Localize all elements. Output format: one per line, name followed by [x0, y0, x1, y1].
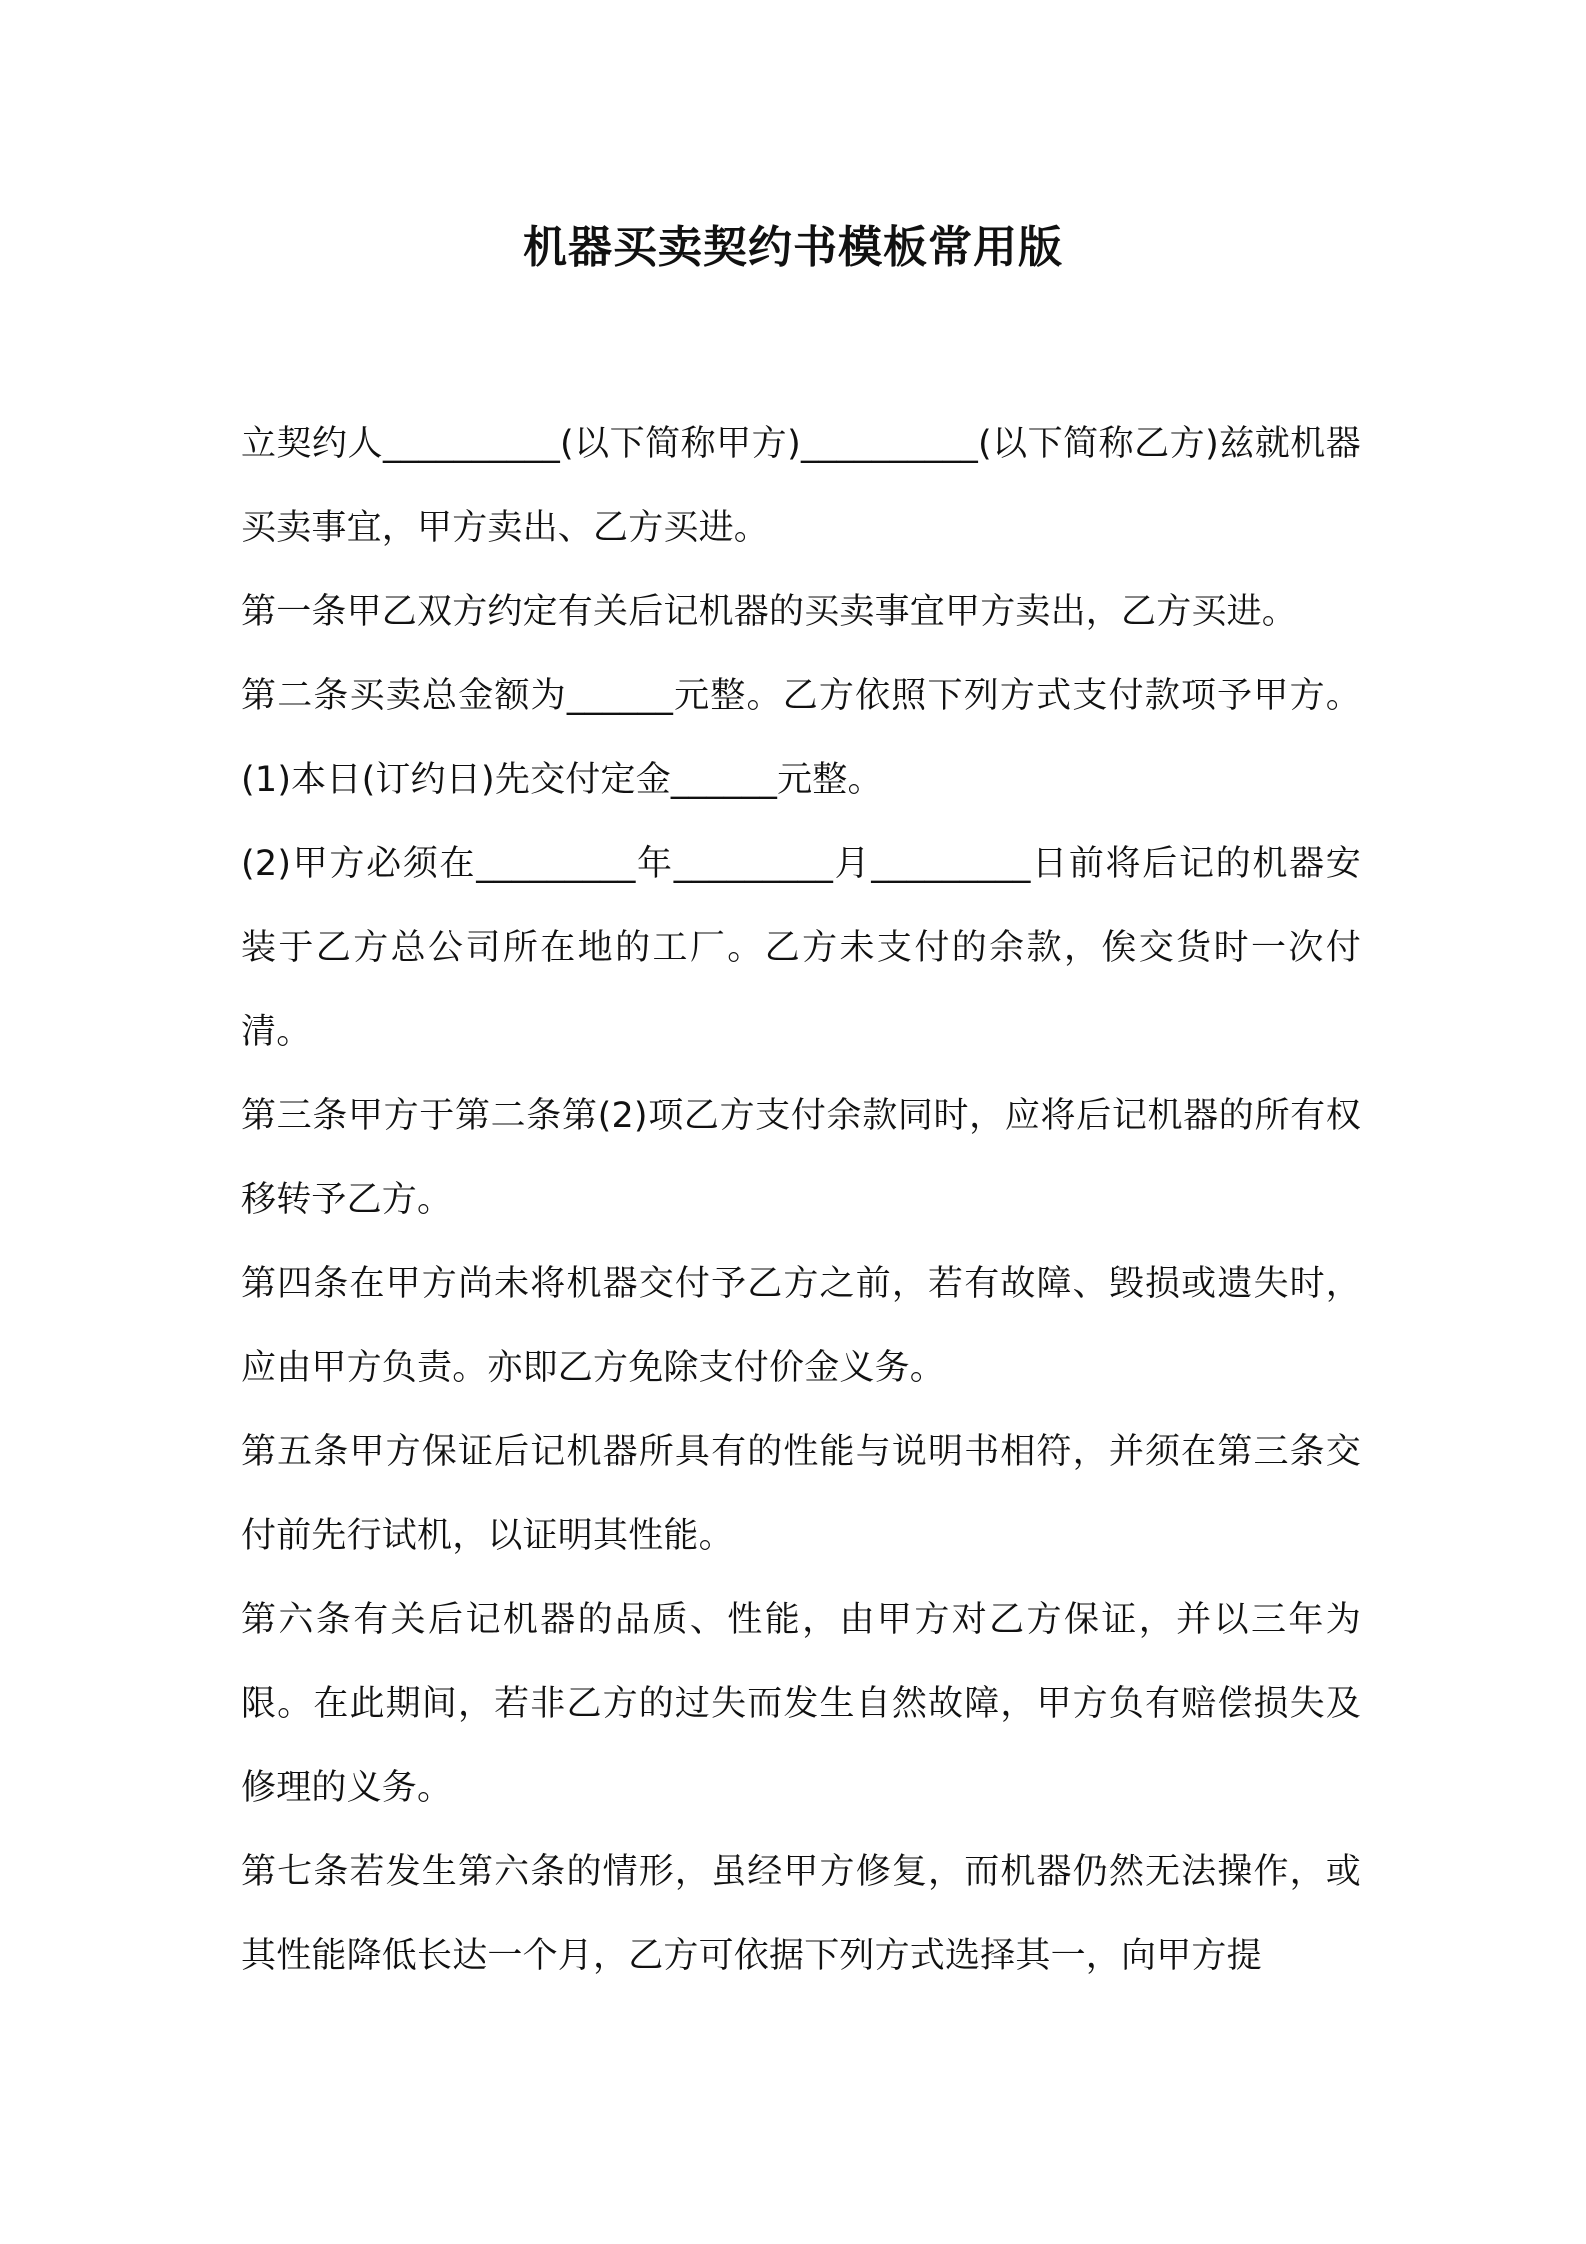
- paragraph-article-2-item-2: (2)甲方必须在_________年_________月_________日前将后记的机器安装于乙方总公司所在地的工厂。乙方未支付的余款，俟交货时一次付清。: [241, 844, 1361, 1052]
- document-body: [241, 402, 1361, 1998]
- paragraph-article-6: 第六条有关后记机器的品质、性能，由甲方对乙方保证，并以三年为限。在此期间，若非乙方的过失而发生自然故障，甲方负有赔偿损失及修理的义务。: [241, 1600, 1361, 1808]
- paragraph-article-4: 第四条在甲方尚未将机器交付予乙方之前，若有故障、毁损或遗失时，应由甲方负责。亦即乙方免除支付价金义务。: [241, 1264, 1361, 1388]
- document-title: 机器买卖契约书模板常用版: [523, 222, 1063, 273]
- paragraph-article-5: 第五条甲方保证后记机器所具有的性能与说明书相符，并须在第三条交付前先行试机，以证明其性能。: [241, 1432, 1361, 1556]
- paragraph-article-1: 第一条甲乙双方约定有关后记机器的买卖事宜甲方卖出，乙方买进。: [241, 592, 1298, 632]
- paragraph-article-2: 第二条买卖总金额为______元整。乙方依照下列方式支付款项予甲方。(1)本日(订约日)先交付定金______元整。: [241, 676, 1361, 800]
- paragraph-preamble: 立契约人__________(以下简称甲方)__________(以下简称乙方)兹就机器买卖事宜，甲方卖出、乙方买进。: [241, 424, 1361, 548]
- paragraph-article-7: 第七条若发生第六条的情形，虽经甲方修复，而机器仍然无法操作，或其性能降低长达一个月，乙方可依据下列方式选择其一，向甲方提: [241, 1852, 1361, 1976]
- paragraph-article-3: 第三条甲方于第二条第(2)项乙方支付余款同时，应将后记机器的所有权移转予乙方。: [241, 1096, 1361, 1220]
